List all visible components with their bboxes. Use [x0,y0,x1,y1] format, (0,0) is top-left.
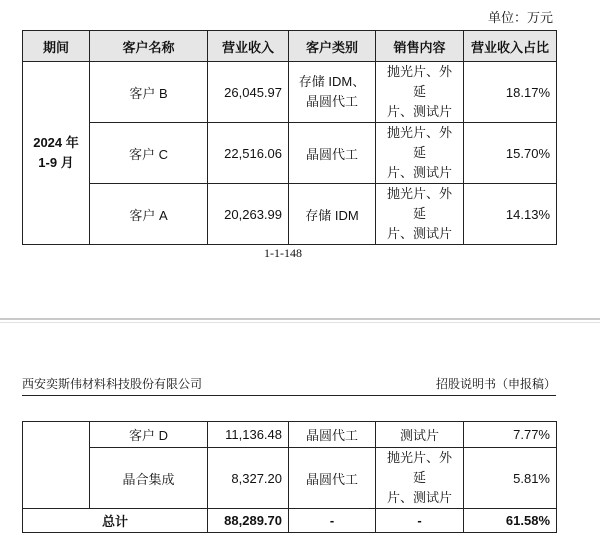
header-content: 销售内容 [376,31,464,62]
customer-table-continued [22,421,557,533]
customer-category: 晶圆代工 [289,422,376,448]
sales-content: 抛光片、外延 片、测试片 [376,62,464,123]
period-line1: 2024 年 [33,135,79,150]
total-row [23,509,557,533]
customer-category: 晶圆代工 [289,123,376,184]
page-separator-shadow [0,322,600,323]
customer-name: 客户 A [90,184,208,245]
customer-name: 客户 B [90,62,208,123]
revenue-share: 5.81% [464,448,557,509]
table-row [23,448,557,509]
period-line2: 1-9 月 [38,155,74,170]
table-header-row [23,31,557,62]
header-customer: 客户名称 [90,31,208,62]
page-separator [0,318,600,320]
total-content: - [376,509,464,533]
page-number: 1-1-148 [264,246,302,260]
revenue-value: 11,136.48 [208,422,289,448]
document-type: 招股说明书（申报稿） [435,377,556,391]
header-share: 营业收入占比 [464,31,557,62]
total-revenue: 88,289.70 [208,509,289,533]
revenue-share: 7.77% [464,422,557,448]
header-category: 客户类别 [289,31,376,62]
table-row [23,422,557,448]
revenue-share: 15.70% [464,123,557,184]
sales-content: 抛光片、外延 片、测试片 [376,448,464,509]
table-row [23,62,557,123]
customer-name: 客户 D [90,422,208,448]
customer-name: 晶合集成 [90,448,208,509]
revenue-value: 20,263.99 [208,184,289,245]
total-share: 61.58% [464,509,557,533]
total-label: 总计 [23,509,208,533]
table-row [23,184,557,245]
revenue-value: 26,045.97 [208,62,289,123]
revenue-value: 22,516.06 [208,123,289,184]
customer-table-top [22,30,557,245]
sales-content: 抛光片、外延 片、测试片 [376,123,464,184]
period-cell [23,62,90,245]
sales-content: 测试片 [376,422,464,448]
company-name: 西安奕斯伟材料科技股份有限公司 [22,377,203,391]
revenue-value: 8,327.20 [208,448,289,509]
customer-category: 晶圆代工 [289,448,376,509]
customer-category: 存储 IDM、 晶圆代工 [289,62,376,123]
header-revenue: 营业收入 [208,31,289,62]
revenue-share: 14.13% [464,184,557,245]
header-rule [22,395,556,396]
customer-category: 存储 IDM [289,184,376,245]
header-period: 期间 [23,31,90,62]
revenue-share: 18.17% [464,62,557,123]
period-cell-continued [23,422,90,509]
total-category: - [289,509,376,533]
table-row [23,123,557,184]
customer-name: 客户 C [90,123,208,184]
unit-label: 单位：万元 [488,10,554,25]
sales-content: 抛光片、外延 片、测试片 [376,184,464,245]
